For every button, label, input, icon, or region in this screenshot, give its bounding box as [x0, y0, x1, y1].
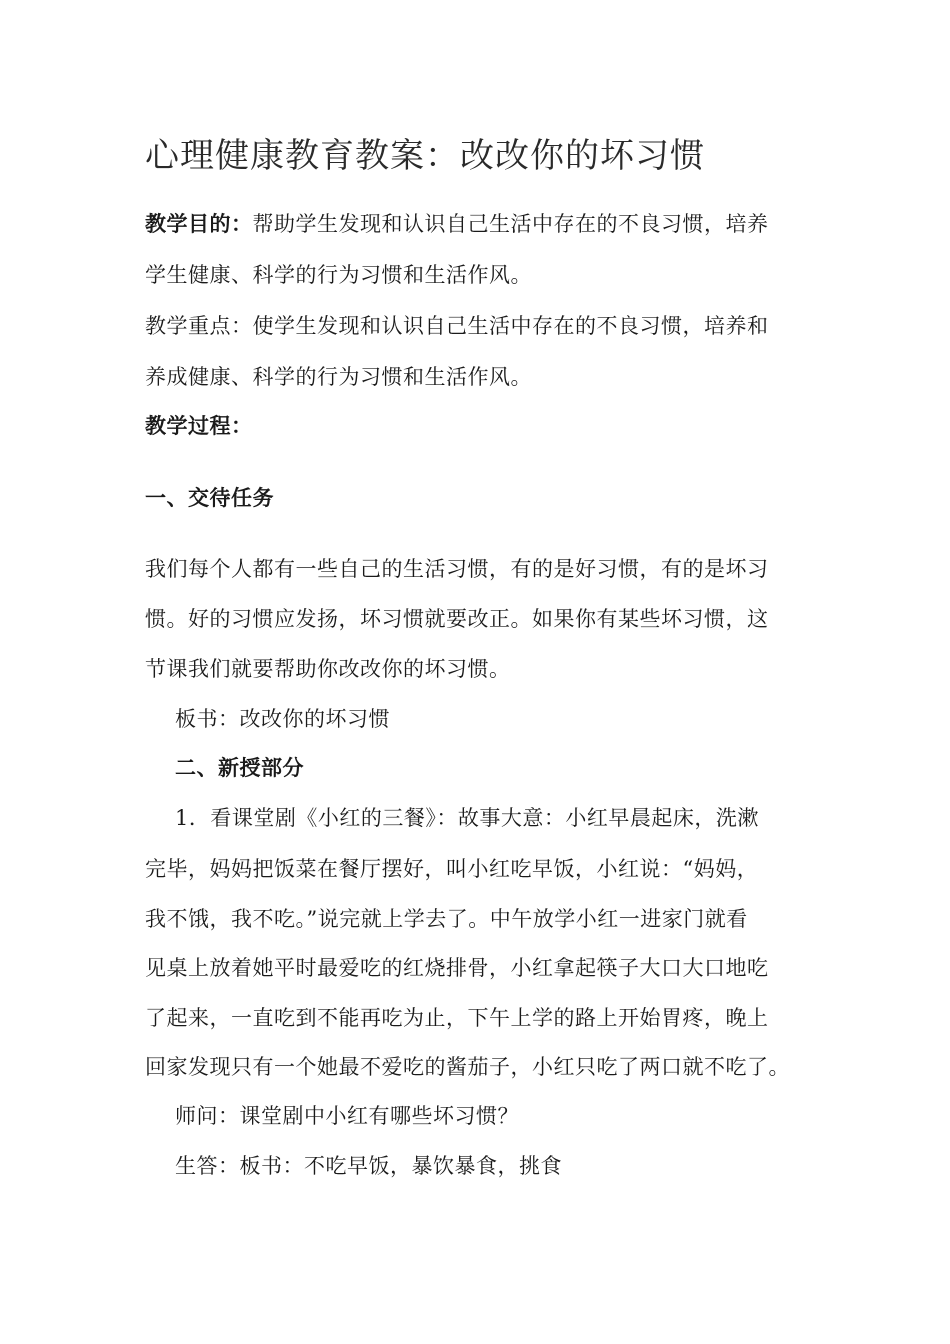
focus-paragraph-line1: 教学重点：使学生发现和认识自己生活中存在的不良习惯，培养和 — [145, 314, 769, 338]
story-paragraph-line5: 了起来，一直吃到不能再吃为止，下午上学的路上开始胃疼，晚上 — [145, 1006, 769, 1030]
section2-heading: 二、新授部分 — [175, 756, 304, 780]
objective-paragraph-line1 — [145, 208, 769, 238]
document-title: 心理健康教育教案：改改你的坏习惯 — [145, 136, 705, 176]
process-label: 教学过程： — [145, 414, 253, 438]
focus-paragraph-line2: 养成健康、科学的行为习惯和生活作风。 — [145, 365, 532, 389]
board-note-1: 板书：改改你的坏习惯 — [175, 707, 390, 731]
story-paragraph-line6: 回家发现只有一个她最不爱吃的酱茄子，小红只吃了两口就不吃了。 — [145, 1055, 790, 1079]
objective-text: 帮助学生发现和认识自己生活中存在的不良习惯，培养 — [252, 212, 769, 236]
section1-paragraph-line3: 节课我们就要帮助你改改你的坏习惯。 — [145, 657, 511, 681]
objective-label: 教学目的： — [145, 212, 253, 236]
story-paragraph-line2: 完毕，妈妈把饭菜在餐厅摆好，叫小红吃早饭，小红说：“妈妈， — [145, 857, 759, 881]
story-paragraph-line1: 1．看课堂剧《小红的三餐》：故事大意：小红早晨起床，洗漱 — [175, 806, 759, 830]
objective-paragraph-line2: 学生健康、科学的行为习惯和生活作风。 — [145, 263, 532, 287]
section1-paragraph-line2: 惯。好的习惯应发扬，坏习惯就要改正。如果你有某些坏习惯，这 — [145, 607, 769, 631]
section1-heading: 一、交待任务 — [145, 486, 274, 510]
story-paragraph-line3: 我不饿，我不吃。”说完就上学去了。中午放学小红一进家门就看 — [145, 907, 748, 931]
student-answer: 生答：板书：不吃早饭，暴饮暴食，挑食 — [175, 1154, 562, 1178]
section1-paragraph-line1: 我们每个人都有一些自己的生活习惯，有的是好习惯，有的是坏习 — [145, 557, 769, 581]
story-paragraph-line4: 见桌上放着她平时最爱吃的红烧排骨，小红拿起筷子大口大口地吃 — [145, 956, 769, 980]
teacher-question: 师问：课堂剧中小红有哪些坏习惯？ — [175, 1104, 519, 1128]
